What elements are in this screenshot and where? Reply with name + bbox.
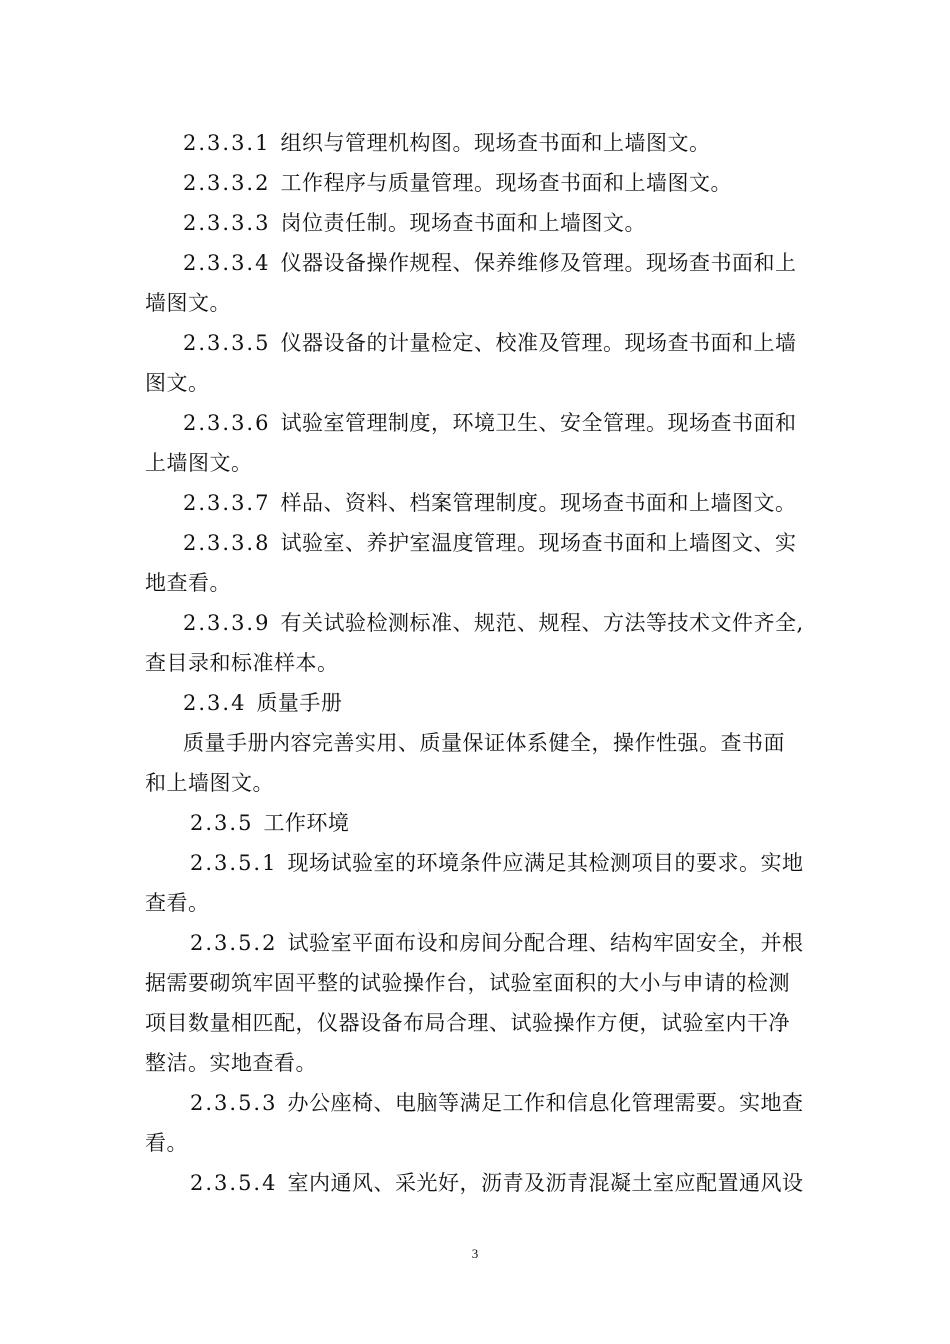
paragraph-line	[145, 888, 210, 918]
paragraph-line	[145, 568, 231, 598]
line-text: 有关试验检测标准、规范、规程、方法等技术文件齐全,	[280, 611, 804, 635]
line-text: 仪器设备的计量检定、校准及管理。现场查书面和上墙	[280, 331, 797, 355]
line-text: 上墙图文。	[145, 451, 253, 475]
paragraph-line	[183, 608, 804, 638]
section-number: 2.3.3.8	[183, 531, 271, 555]
paragraph-line	[190, 808, 349, 838]
section-number: 2.3.3.5	[183, 331, 271, 355]
line-text: 据需要砌筑牢固平整的试验操作台，试验室面积的大小与申请的检测	[145, 971, 790, 995]
section-number: 2.3.5.3	[190, 1091, 278, 1115]
paragraph-line	[183, 328, 796, 358]
line-text: 项目数量相匹配，仪器设备布局合理、试验操作方便，试验室内干净	[145, 1011, 790, 1035]
paragraph-line	[183, 688, 342, 718]
line-text: 试验室、养护室温度管理。现场查书面和上墙图文、实	[280, 531, 797, 555]
paragraph-line	[183, 168, 732, 198]
section-number: 2.3.4	[183, 691, 247, 715]
section-number: 2.3.3.4	[183, 251, 271, 275]
paragraph-line	[183, 528, 796, 558]
line-text: 试验室平面布设和房间分配合理、结构牢固安全，并根	[287, 931, 804, 955]
paragraph-line	[145, 368, 210, 398]
line-text: 工作环境	[263, 811, 350, 835]
line-text: 仪器设备操作规程、保养维修及管理。现场查书面和上	[280, 251, 797, 275]
line-text: 组织与管理机构图。现场查书面和上墙图文。	[280, 131, 711, 155]
line-text: 和上墙图文。	[145, 771, 274, 795]
line-text: 办公座椅、电脑等满足工作和信息化管理需要。实地查	[287, 1091, 804, 1115]
line-text: 质量手册内容完善实用、质量保证体系健全，操作性强。查书面	[183, 731, 785, 755]
section-number: 2.3.3.9	[183, 611, 271, 635]
paragraph-line	[183, 248, 796, 278]
paragraph-line	[183, 408, 796, 438]
paragraph-line	[190, 1168, 803, 1198]
line-text: 墙图文。	[145, 291, 231, 315]
section-number: 2.3.5.4	[190, 1171, 278, 1195]
section-number: 2.3.3.6	[183, 411, 271, 435]
section-number: 2.3.3.2	[183, 171, 271, 195]
line-text: 图文。	[145, 371, 210, 395]
paragraph-line	[145, 648, 339, 678]
section-number: 2.3.5	[190, 811, 254, 835]
paragraph-line	[145, 1008, 790, 1038]
section-number: 2.3.3.7	[183, 491, 271, 515]
section-number: 2.3.3.3	[183, 211, 271, 235]
paragraph-line	[145, 1048, 317, 1078]
section-number: 2.3.5.2	[190, 931, 278, 955]
line-text: 整洁。实地查看。	[145, 1051, 317, 1075]
paragraph-line	[183, 728, 785, 758]
line-text: 现场试验室的环境条件应满足其检测项目的要求。实地	[287, 851, 804, 875]
paragraph-line	[145, 288, 231, 318]
section-number: 2.3.3.1	[183, 131, 271, 155]
page-number: 3	[471, 1246, 479, 1261]
paragraph-line	[145, 768, 274, 798]
paragraph-line	[183, 488, 796, 518]
paragraph-line	[190, 1088, 803, 1118]
line-text: 样品、资料、档案管理制度。现场查书面和上墙图文。	[280, 491, 797, 515]
line-text: 地查看。	[145, 571, 231, 595]
paragraph-line	[183, 208, 646, 238]
line-text: 查目录和标准样本。	[145, 651, 339, 675]
paragraph-line	[145, 1128, 188, 1158]
paragraph-line	[190, 848, 803, 878]
paragraph-line	[190, 928, 803, 958]
line-text: 岗位责任制。现场查书面和上墙图文。	[280, 211, 646, 235]
line-text: 试验室管理制度，环境卫生、安全管理。现场查书面和	[280, 411, 797, 435]
line-text: 查看。	[145, 891, 210, 915]
line-text: 室内通风、采光好，沥青及沥青混凝土室应配置通风设	[287, 1171, 804, 1195]
section-number: 2.3.5.1	[190, 851, 278, 875]
line-text: 质量手册	[256, 691, 343, 715]
line-text: 工作程序与质量管理。现场查书面和上墙图文。	[280, 171, 732, 195]
paragraph-line	[145, 968, 790, 998]
paragraph-line	[183, 128, 710, 158]
line-text: 看。	[145, 1131, 188, 1155]
paragraph-line	[145, 448, 253, 478]
